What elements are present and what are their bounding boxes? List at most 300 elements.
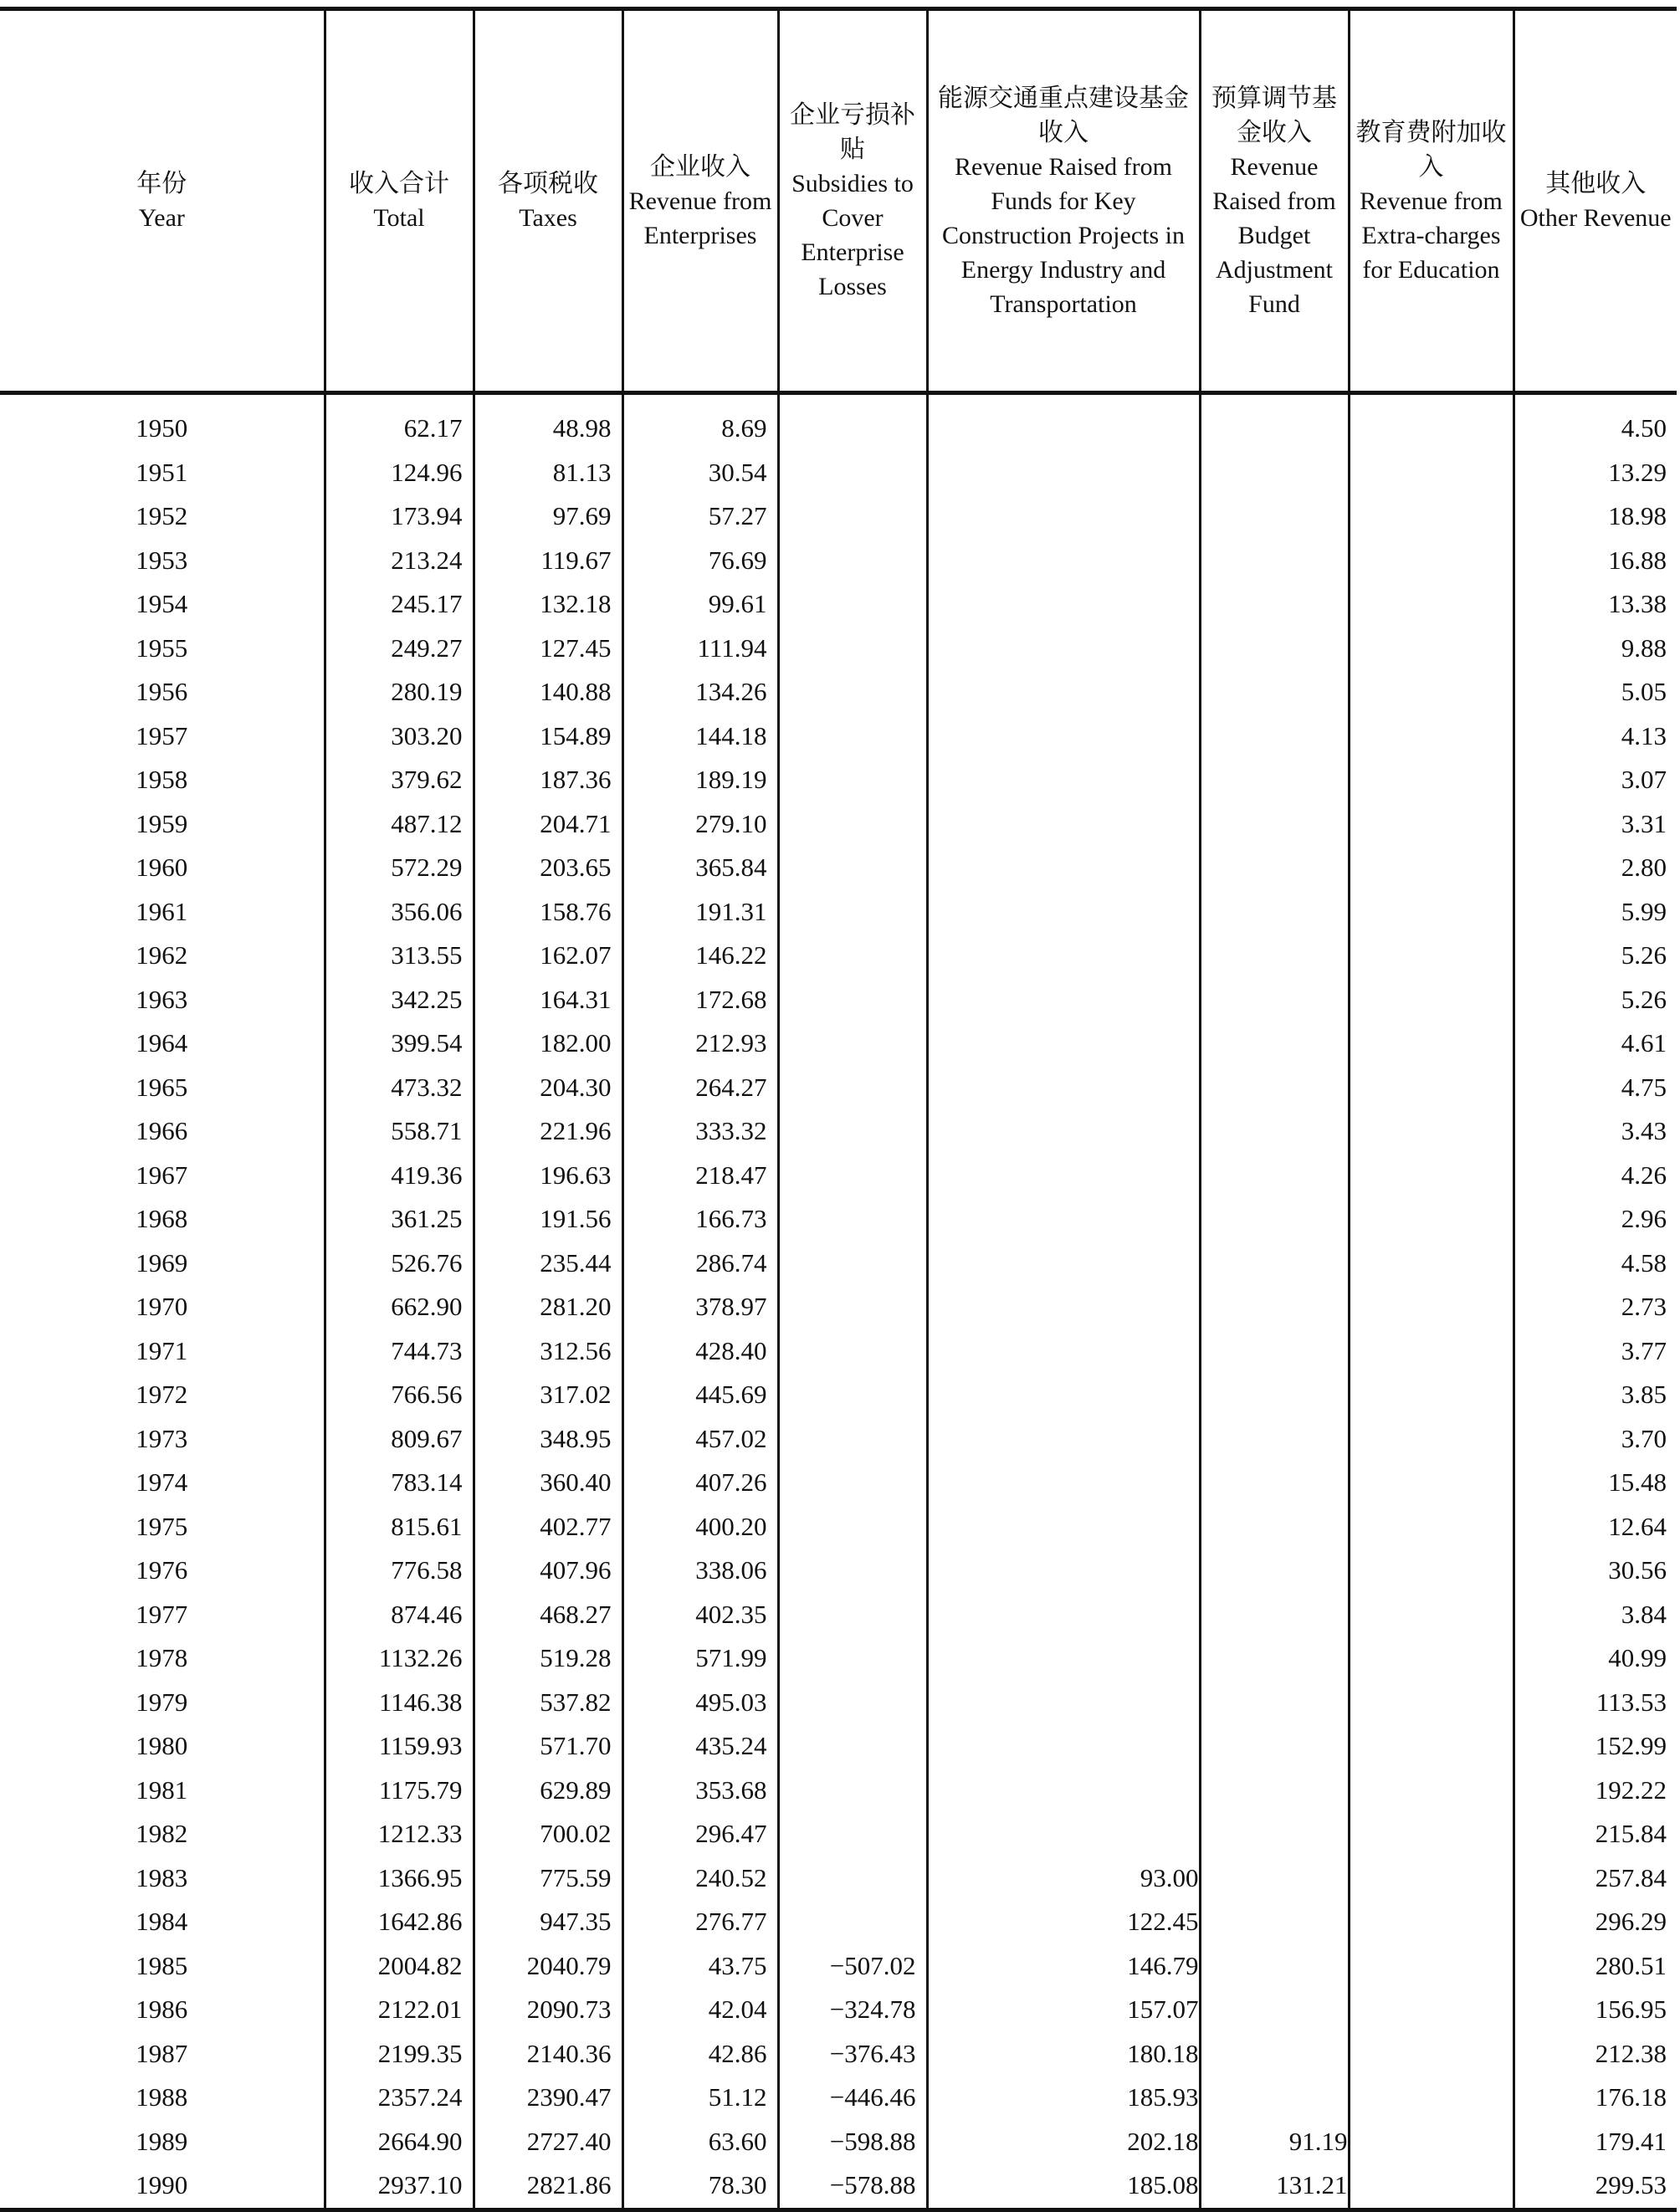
cell-taxes: 119.67	[474, 539, 622, 583]
cell-taxes: 629.89	[474, 1769, 622, 1813]
header-cn: 收入合计	[349, 170, 449, 197]
cell-taxes: 203.65	[474, 846, 622, 890]
table-row	[0, 582, 1677, 627]
cell-enterprise-revenue: 353.68	[622, 1769, 778, 1813]
cell-enterprise-revenue: 276.77	[622, 1900, 778, 1944]
cell-budget-adjustment-fund	[1200, 582, 1349, 627]
table-row	[0, 1066, 1677, 1110]
cell-taxes: 204.30	[474, 1066, 622, 1110]
cell-budget-adjustment-fund	[1200, 1549, 1349, 1593]
cell-education-charges	[1349, 1900, 1514, 1944]
table-row	[0, 846, 1677, 890]
cell-subsidies	[778, 494, 927, 539]
cell-year: 1966	[0, 1109, 325, 1154]
cell-budget-adjustment-fund	[1200, 1812, 1349, 1856]
table-row	[0, 1681, 1677, 1725]
cell-taxes: 775.59	[474, 1856, 622, 1901]
cell-other-revenue: 156.95	[1514, 1988, 1677, 2032]
cell-budget-adjustment-fund	[1200, 393, 1349, 451]
cell-education-charges	[1349, 758, 1514, 802]
cell-energy-transport-fund: 122.45	[927, 1900, 1200, 1944]
cell-budget-adjustment-fund	[1200, 1242, 1349, 1286]
cell-education-charges	[1349, 393, 1514, 451]
cell-education-charges	[1349, 714, 1514, 759]
cell-enterprise-revenue: 495.03	[622, 1681, 778, 1725]
cell-energy-transport-fund	[927, 714, 1200, 759]
cell-total: 1146.38	[325, 1681, 474, 1725]
cell-other-revenue: 13.38	[1514, 582, 1677, 627]
cell-budget-adjustment-fund	[1200, 1154, 1349, 1198]
cell-energy-transport-fund	[927, 1285, 1200, 1329]
cell-energy-transport-fund	[927, 1681, 1200, 1725]
header-en: Total	[373, 204, 425, 232]
cell-total: 124.96	[325, 451, 474, 495]
cell-year: 1968	[0, 1197, 325, 1242]
cell-energy-transport-fund	[927, 1197, 1200, 1242]
table-row	[0, 494, 1677, 539]
table-row	[0, 1549, 1677, 1593]
cell-total: 776.58	[325, 1549, 474, 1593]
cell-enterprise-revenue: 445.69	[622, 1373, 778, 1417]
cell-subsidies	[778, 846, 927, 890]
cell-energy-transport-fund: 93.00	[927, 1856, 1200, 1901]
cell-budget-adjustment-fund	[1200, 1022, 1349, 1066]
cell-other-revenue: 192.22	[1514, 1769, 1677, 1813]
cell-education-charges	[1349, 1812, 1514, 1856]
cell-energy-transport-fund	[927, 393, 1200, 451]
cell-budget-adjustment-fund	[1200, 1373, 1349, 1417]
cell-education-charges	[1349, 1681, 1514, 1725]
cell-other-revenue: 3.31	[1514, 802, 1677, 847]
cell-budget-adjustment-fund	[1200, 1109, 1349, 1154]
header-other-revenue	[1514, 9, 1677, 393]
table-row	[0, 1109, 1677, 1154]
cell-subsidies	[778, 1417, 927, 1462]
cell-budget-adjustment-fund	[1200, 758, 1349, 802]
cell-total: 2122.01	[325, 1988, 474, 2032]
cell-energy-transport-fund: 185.08	[927, 2163, 1200, 2209]
cell-year: 1967	[0, 1154, 325, 1198]
cell-total: 487.12	[325, 802, 474, 847]
cell-total: 874.46	[325, 1593, 474, 1637]
cell-energy-transport-fund	[927, 1154, 1200, 1198]
cell-education-charges	[1349, 1724, 1514, 1769]
cell-other-revenue: 299.53	[1514, 2163, 1677, 2209]
cell-taxes: 235.44	[474, 1242, 622, 1286]
cell-year: 1957	[0, 714, 325, 759]
cell-education-charges	[1349, 539, 1514, 583]
cell-year: 1974	[0, 1461, 325, 1505]
cell-energy-transport-fund	[927, 1109, 1200, 1154]
cell-taxes: 407.96	[474, 1549, 622, 1593]
cell-year: 1956	[0, 670, 325, 714]
cell-budget-adjustment-fund	[1200, 1724, 1349, 1769]
cell-enterprise-revenue: 43.75	[622, 1944, 778, 1989]
cell-education-charges	[1349, 1944, 1514, 1989]
cell-education-charges	[1349, 1988, 1514, 2032]
cell-education-charges	[1349, 802, 1514, 847]
cell-other-revenue: 179.41	[1514, 2120, 1677, 2164]
table-row	[0, 1636, 1677, 1681]
cell-subsidies	[778, 1724, 927, 1769]
cell-taxes: 48.98	[474, 393, 622, 451]
cell-subsidies	[778, 1549, 927, 1593]
cell-enterprise-revenue: 172.68	[622, 978, 778, 1022]
cell-year: 1951	[0, 451, 325, 495]
cell-total: 2199.35	[325, 2032, 474, 2076]
cell-subsidies	[778, 670, 927, 714]
header-en: Year	[138, 204, 185, 232]
table-row	[0, 539, 1677, 583]
cell-enterprise-revenue: 76.69	[622, 539, 778, 583]
table-row	[0, 978, 1677, 1022]
cell-total: 2664.90	[325, 2120, 474, 2164]
cell-other-revenue: 113.53	[1514, 1681, 1677, 1725]
cell-enterprise-revenue: 333.32	[622, 1109, 778, 1154]
header-en: Subsidies to Cover Enterprise Losses	[791, 170, 914, 300]
cell-total: 361.25	[325, 1197, 474, 1242]
cell-energy-transport-fund	[927, 934, 1200, 978]
cell-taxes: 191.56	[474, 1197, 622, 1242]
cell-other-revenue: 3.07	[1514, 758, 1677, 802]
cell-other-revenue: 3.85	[1514, 1373, 1677, 1417]
cell-total: 62.17	[325, 393, 474, 451]
cell-year: 1984	[0, 1900, 325, 1944]
cell-subsidies	[778, 1856, 927, 1901]
cell-energy-transport-fund	[927, 494, 1200, 539]
cell-enterprise-revenue: 279.10	[622, 802, 778, 847]
cell-total: 2937.10	[325, 2163, 474, 2209]
header-cn: 年份	[136, 170, 187, 197]
table-row	[0, 890, 1677, 934]
header-en: Revenue from Extra-charges for Education	[1360, 187, 1503, 284]
cell-budget-adjustment-fund	[1200, 1461, 1349, 1505]
cell-budget-adjustment-fund	[1200, 1197, 1349, 1242]
cell-total: 213.24	[325, 539, 474, 583]
cell-budget-adjustment-fund	[1200, 846, 1349, 890]
cell-enterprise-revenue: 296.47	[622, 1812, 778, 1856]
table-row	[0, 1197, 1677, 1242]
cell-other-revenue: 18.98	[1514, 494, 1677, 539]
cell-subsidies	[778, 1636, 927, 1681]
cell-energy-transport-fund	[927, 1812, 1200, 1856]
cell-year: 1989	[0, 2120, 325, 2164]
cell-subsidies: −507.02	[778, 1944, 927, 1989]
cell-education-charges	[1349, 582, 1514, 627]
cell-year: 1979	[0, 1681, 325, 1725]
cell-year: 1964	[0, 1022, 325, 1066]
cell-taxes: 140.88	[474, 670, 622, 714]
cell-enterprise-revenue: 571.99	[622, 1636, 778, 1681]
cell-year: 1954	[0, 582, 325, 627]
header-en: Revenue Raised from Budget Adjustment Fund	[1212, 152, 1336, 318]
cell-enterprise-revenue: 42.86	[622, 2032, 778, 2076]
cell-year: 1969	[0, 1242, 325, 1286]
cell-subsidies	[778, 1154, 927, 1198]
cell-enterprise-revenue: 400.20	[622, 1505, 778, 1549]
cell-total: 526.76	[325, 1242, 474, 1286]
cell-budget-adjustment-fund	[1200, 890, 1349, 934]
cell-other-revenue: 2.80	[1514, 846, 1677, 890]
cell-education-charges	[1349, 1154, 1514, 1198]
cell-total: 419.36	[325, 1154, 474, 1198]
cell-education-charges	[1349, 978, 1514, 1022]
cell-year: 1961	[0, 890, 325, 934]
cell-taxes: 187.36	[474, 758, 622, 802]
cell-enterprise-revenue: 146.22	[622, 934, 778, 978]
cell-budget-adjustment-fund: 91.19	[1200, 2120, 1349, 2164]
cell-education-charges	[1349, 1022, 1514, 1066]
header-row	[0, 9, 1677, 393]
cell-education-charges	[1349, 934, 1514, 978]
cell-other-revenue: 4.61	[1514, 1022, 1677, 1066]
cell-other-revenue: 5.26	[1514, 934, 1677, 978]
header-budget-adjustment-fund	[1200, 9, 1349, 393]
table-row	[0, 714, 1677, 759]
cell-budget-adjustment-fund	[1200, 1900, 1349, 1944]
cell-year: 1953	[0, 539, 325, 583]
cell-total: 2004.82	[325, 1944, 474, 1989]
cell-budget-adjustment-fund	[1200, 714, 1349, 759]
cell-education-charges	[1349, 1242, 1514, 1286]
cell-budget-adjustment-fund	[1200, 1944, 1349, 1989]
cell-energy-transport-fund	[927, 802, 1200, 847]
cell-total: 1159.93	[325, 1724, 474, 1769]
cell-enterprise-revenue: 78.30	[622, 2163, 778, 2209]
cell-energy-transport-fund	[927, 978, 1200, 1022]
cell-taxes: 571.70	[474, 1724, 622, 1769]
cell-total: 783.14	[325, 1461, 474, 1505]
cell-energy-transport-fund: 185.93	[927, 2076, 1200, 2120]
cell-subsidies	[778, 1593, 927, 1637]
cell-total: 558.71	[325, 1109, 474, 1154]
cell-budget-adjustment-fund	[1200, 494, 1349, 539]
header-cn: 企业亏损补 贴	[790, 101, 940, 163]
cell-year: 1981	[0, 1769, 325, 1813]
cell-taxes: 97.69	[474, 494, 622, 539]
table-body	[0, 393, 1677, 2210]
header-en: Revenue Raised from Funds for Key Construction Projects in Energy Industry and Transportation	[942, 152, 1185, 318]
cell-enterprise-revenue: 30.54	[622, 451, 778, 495]
cell-education-charges	[1349, 494, 1514, 539]
header-total	[325, 9, 474, 393]
cell-education-charges	[1349, 451, 1514, 495]
cell-enterprise-revenue: 402.35	[622, 1593, 778, 1637]
cell-other-revenue: 15.48	[1514, 1461, 1677, 1505]
cell-taxes: 2140.36	[474, 2032, 622, 2076]
cell-subsidies: −578.88	[778, 2163, 927, 2209]
cell-enterprise-revenue: 212.93	[622, 1022, 778, 1066]
cell-total: 303.20	[325, 714, 474, 759]
cell-subsidies	[778, 934, 927, 978]
cell-total: 1175.79	[325, 1769, 474, 1813]
cell-total: 379.62	[325, 758, 474, 802]
cell-enterprise-revenue: 189.19	[622, 758, 778, 802]
table-row	[0, 627, 1677, 671]
cell-other-revenue: 16.88	[1514, 539, 1677, 583]
cell-subsidies	[778, 978, 927, 1022]
cell-year: 1963	[0, 978, 325, 1022]
cell-energy-transport-fund: 202.18	[927, 2120, 1200, 2164]
table-row	[0, 1988, 1677, 2032]
cell-subsidies	[778, 1505, 927, 1549]
header-energy-transport-fund	[927, 9, 1200, 393]
table-row	[0, 802, 1677, 847]
cell-enterprise-revenue: 338.06	[622, 1549, 778, 1593]
cell-year: 1952	[0, 494, 325, 539]
cell-year: 1977	[0, 1593, 325, 1637]
cell-total: 1642.86	[325, 1900, 474, 1944]
cell-enterprise-revenue: 240.52	[622, 1856, 778, 1901]
cell-year: 1986	[0, 1988, 325, 2032]
cell-year: 1962	[0, 934, 325, 978]
cell-subsidies	[778, 1197, 927, 1242]
cell-subsidies: −324.78	[778, 1988, 927, 2032]
cell-total: 173.94	[325, 494, 474, 539]
cell-other-revenue: 4.26	[1514, 1154, 1677, 1198]
cell-energy-transport-fund	[927, 670, 1200, 714]
header-taxes	[474, 9, 622, 393]
cell-total: 280.19	[325, 670, 474, 714]
cell-taxes: 182.00	[474, 1022, 622, 1066]
cell-subsidies	[778, 890, 927, 934]
cell-energy-transport-fund	[927, 1022, 1200, 1066]
table-row	[0, 1812, 1677, 1856]
cell-taxes: 132.18	[474, 582, 622, 627]
cell-taxes: 81.13	[474, 451, 622, 495]
cell-year: 1955	[0, 627, 325, 671]
cell-other-revenue: 3.77	[1514, 1329, 1677, 1374]
cell-education-charges	[1349, 1285, 1514, 1329]
cell-year: 1987	[0, 2032, 325, 2076]
cell-other-revenue: 257.84	[1514, 1856, 1677, 1901]
cell-subsidies	[778, 802, 927, 847]
cell-other-revenue: 4.13	[1514, 714, 1677, 759]
cell-other-revenue: 280.51	[1514, 1944, 1677, 1989]
cell-taxes: 312.56	[474, 1329, 622, 1374]
cell-taxes: 348.95	[474, 1417, 622, 1462]
table-row	[0, 1944, 1677, 1989]
cell-enterprise-revenue: 435.24	[622, 1724, 778, 1769]
cell-enterprise-revenue: 365.84	[622, 846, 778, 890]
cell-budget-adjustment-fund	[1200, 1593, 1349, 1637]
cell-total: 356.06	[325, 890, 474, 934]
header-cn: 各项税收	[498, 170, 598, 197]
cell-other-revenue: 3.84	[1514, 1593, 1677, 1637]
cell-enterprise-revenue: 264.27	[622, 1066, 778, 1110]
cell-subsidies: −376.43	[778, 2032, 927, 2076]
cell-education-charges	[1349, 1373, 1514, 1417]
cell-budget-adjustment-fund	[1200, 1681, 1349, 1725]
cell-other-revenue: 9.88	[1514, 627, 1677, 671]
cell-other-revenue: 2.96	[1514, 1197, 1677, 1242]
table-row	[0, 1329, 1677, 1374]
cell-energy-transport-fund	[927, 1417, 1200, 1462]
cell-year: 1975	[0, 1505, 325, 1549]
cell-year: 1958	[0, 758, 325, 802]
cell-subsidies: −598.88	[778, 2120, 927, 2164]
cell-subsidies	[778, 758, 927, 802]
cell-budget-adjustment-fund	[1200, 539, 1349, 583]
table-row	[0, 1285, 1677, 1329]
cell-total: 2357.24	[325, 2076, 474, 2120]
cell-energy-transport-fund	[927, 539, 1200, 583]
cell-taxes: 947.35	[474, 1900, 622, 1944]
table-row	[0, 1900, 1677, 1944]
cell-taxes: 127.45	[474, 627, 622, 671]
cell-energy-transport-fund	[927, 451, 1200, 495]
header-education-charges	[1349, 9, 1514, 393]
cell-year: 1970	[0, 1285, 325, 1329]
table-row	[0, 1461, 1677, 1505]
cell-other-revenue: 2.73	[1514, 1285, 1677, 1329]
table-row	[0, 670, 1677, 714]
cell-budget-adjustment-fund	[1200, 1417, 1349, 1462]
cell-budget-adjustment-fund	[1200, 934, 1349, 978]
cell-enterprise-revenue: 457.02	[622, 1417, 778, 1462]
cell-subsidies	[778, 451, 927, 495]
cell-energy-transport-fund	[927, 1724, 1200, 1769]
header-cn: 预算调节基金收入	[1211, 84, 1337, 146]
cell-year: 1971	[0, 1329, 325, 1374]
cell-education-charges	[1349, 2163, 1514, 2209]
cell-energy-transport-fund: 180.18	[927, 2032, 1200, 2076]
cell-taxes: 154.89	[474, 714, 622, 759]
cell-energy-transport-fund	[927, 1636, 1200, 1681]
cell-subsidies	[778, 1285, 927, 1329]
cell-education-charges	[1349, 1593, 1514, 1637]
cell-budget-adjustment-fund	[1200, 1066, 1349, 1110]
cell-other-revenue: 5.26	[1514, 978, 1677, 1022]
cell-other-revenue: 215.84	[1514, 1812, 1677, 1856]
cell-education-charges	[1349, 1329, 1514, 1374]
cell-budget-adjustment-fund: 131.21	[1200, 2163, 1349, 2209]
table-row	[0, 2163, 1677, 2209]
cell-enterprise-revenue: 57.27	[622, 494, 778, 539]
cell-taxes: 204.71	[474, 802, 622, 847]
cell-taxes: 519.28	[474, 1636, 622, 1681]
cell-enterprise-revenue: 63.60	[622, 2120, 778, 2164]
cell-subsidies	[778, 1022, 927, 1066]
cell-year: 1972	[0, 1373, 325, 1417]
cell-year: 1983	[0, 1856, 325, 1901]
cell-budget-adjustment-fund	[1200, 802, 1349, 847]
cell-subsidies	[778, 1242, 927, 1286]
table-row	[0, 1505, 1677, 1549]
header-cn: 能源交通重点建设基金收入	[938, 84, 1189, 146]
cell-subsidies	[778, 539, 927, 583]
cell-subsidies	[778, 1373, 927, 1417]
cell-subsidies	[778, 1769, 927, 1813]
cell-other-revenue: 5.99	[1514, 890, 1677, 934]
cell-total: 1132.26	[325, 1636, 474, 1681]
cell-subsidies	[778, 1812, 927, 1856]
cell-total: 1366.95	[325, 1856, 474, 1901]
table-row	[0, 451, 1677, 495]
cell-taxes: 164.31	[474, 978, 622, 1022]
header-year	[0, 9, 325, 393]
cell-taxes: 2040.79	[474, 1944, 622, 1989]
cell-subsidies	[778, 1900, 927, 1944]
cell-education-charges	[1349, 1461, 1514, 1505]
cell-energy-transport-fund	[927, 1066, 1200, 1110]
cell-other-revenue: 176.18	[1514, 2076, 1677, 2120]
cell-other-revenue: 212.38	[1514, 2032, 1677, 2076]
cell-taxes: 2821.86	[474, 2163, 622, 2209]
cell-subsidies: −446.46	[778, 2076, 927, 2120]
header-subsidies	[778, 9, 940, 393]
cell-other-revenue: 4.75	[1514, 1066, 1677, 1110]
